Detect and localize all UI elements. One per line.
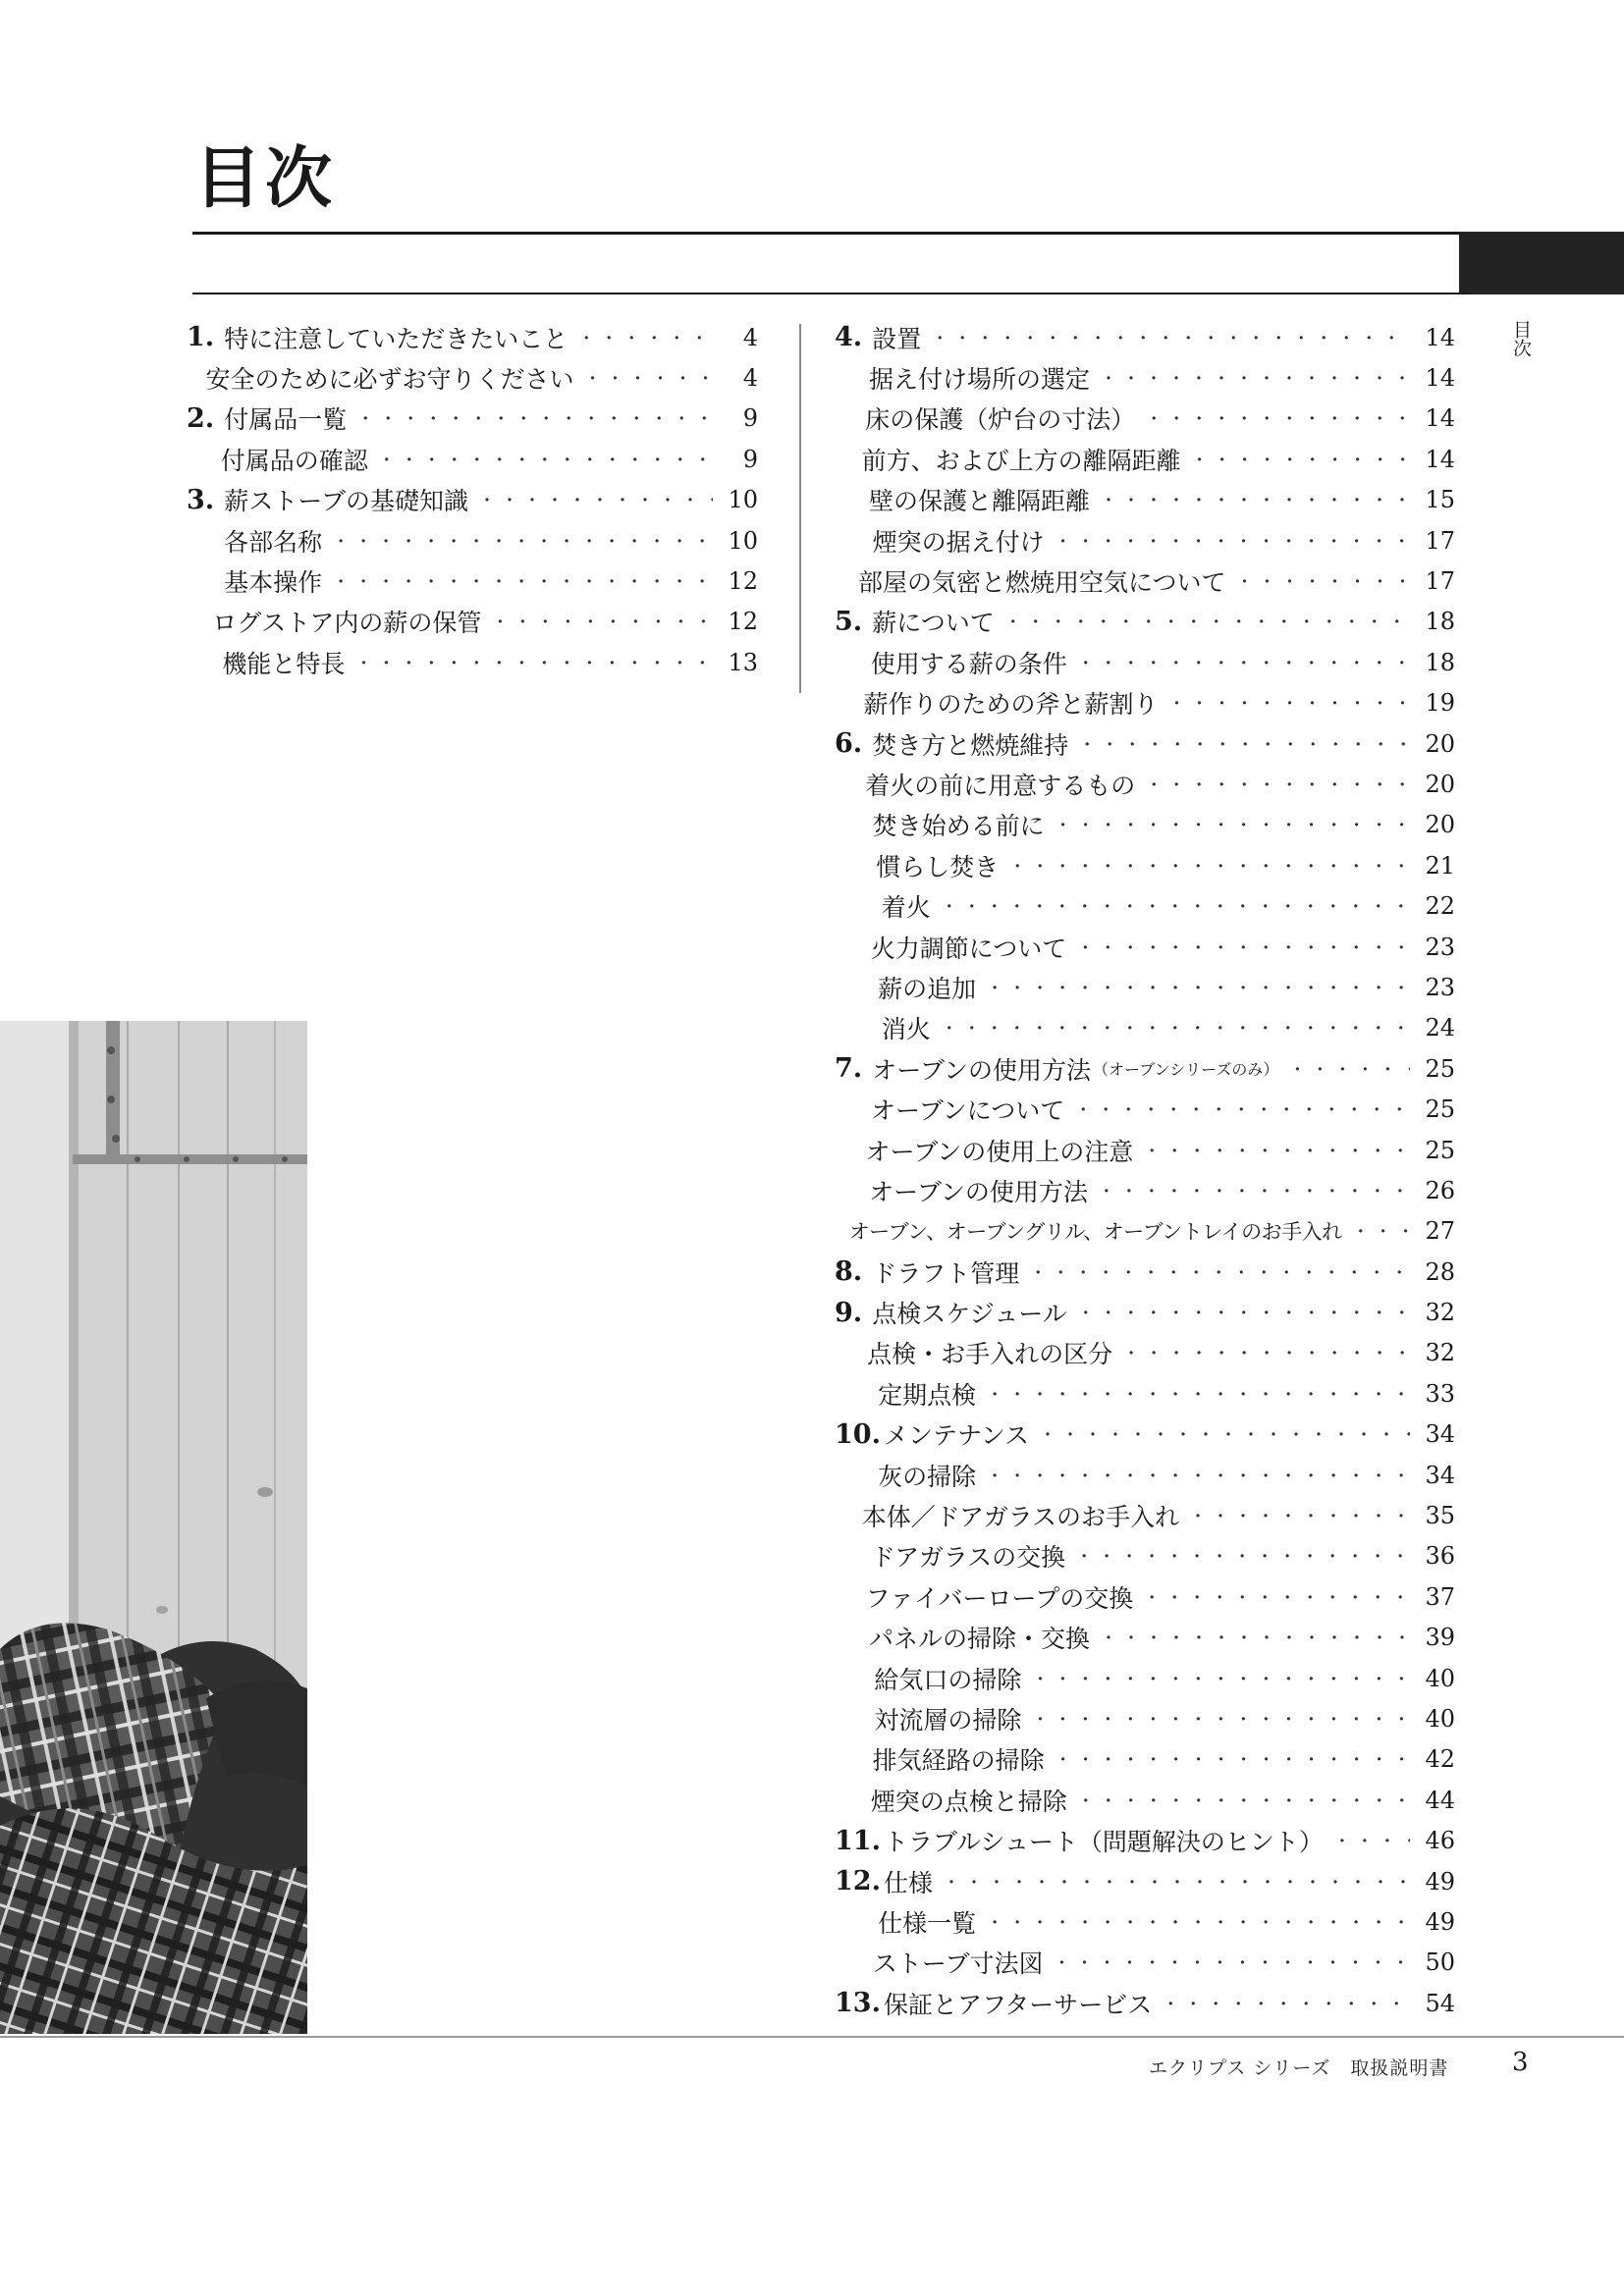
- toc-section-entry[interactable]: [835, 805, 1455, 845]
- toc-section-entry[interactable]: [835, 1333, 1455, 1373]
- footer-manual-title: エクリプス シリーズ 取扱説明書: [1149, 2057, 1449, 2079]
- toc-section-entry[interactable]: [187, 561, 758, 601]
- toc-leader-dots: [584, 365, 713, 391]
- toc-entry-title: 機能と特長: [222, 649, 346, 678]
- toc-entry-title: 薪について: [872, 609, 995, 638]
- toc-page-number: 4: [742, 323, 758, 351]
- toc-section-entry[interactable]: [835, 1089, 1455, 1129]
- toc-section-entry[interactable]: [835, 1536, 1455, 1576]
- toc-entry-number: 1.: [187, 322, 215, 353]
- toc-page-number: 44: [1425, 1786, 1455, 1814]
- side-index-tab[interactable]: 目次: [1510, 320, 1532, 357]
- toc-page-number: 34: [1425, 1461, 1455, 1489]
- toc-leader-dots: [1053, 1949, 1410, 1975]
- toc-leader-dots: [378, 447, 713, 472]
- toc-entry-title: 使用する薪の条件: [870, 649, 1067, 678]
- toc-leader-dots: [1191, 447, 1410, 472]
- toc-entry-title: 給気口の掃除: [874, 1665, 1022, 1694]
- toc-entry-number: 7.: [835, 1053, 863, 1085]
- toc-entry-number: 5.: [835, 606, 863, 637]
- toc-leader-dots: [1143, 1138, 1410, 1163]
- toc-entry-title: オーブン、オーブングリル、オーブントレイのお手入れ: [848, 1220, 1342, 1245]
- toc-chapter-entry[interactable]: [187, 317, 758, 357]
- toc-page-number: 10: [728, 526, 758, 555]
- footer-page-number: 3: [1512, 2048, 1529, 2077]
- toc-chapter-entry[interactable]: [835, 1292, 1455, 1332]
- toc-page-number: 28: [1425, 1257, 1455, 1286]
- toc-page-number: 49: [1425, 1867, 1455, 1896]
- toc-leader-dots: [1077, 1300, 1410, 1325]
- toc-section-entry[interactable]: [835, 1008, 1455, 1048]
- toc-section-entry[interactable]: [835, 1698, 1455, 1738]
- toc-page-number: 17: [1425, 526, 1455, 555]
- toc-page-number: 49: [1425, 1907, 1455, 1936]
- toc-entry-title: 部屋の気密と燃焼用空気について: [858, 568, 1226, 598]
- toc-leader-dots: [1100, 1625, 1410, 1650]
- toc-entry-number: 8.: [835, 1256, 863, 1288]
- toc-leader-dots: [1077, 650, 1410, 675]
- toc-leader-dots: [1055, 1746, 1410, 1772]
- toc-page-number: 40: [1425, 1664, 1455, 1692]
- toc-page-number: 14: [1425, 404, 1455, 433]
- toc-page-number: 42: [1425, 1745, 1455, 1774]
- toc-page-number: 37: [1425, 1582, 1455, 1611]
- toc-entry-title: 焚き始める前に: [872, 812, 1045, 841]
- toc-section-entry[interactable]: [835, 399, 1455, 439]
- toc-page-number: 17: [1425, 567, 1455, 596]
- toc-section-entry[interactable]: [835, 845, 1455, 885]
- toc-section-entry[interactable]: [835, 764, 1455, 804]
- toc-page-number: 14: [1425, 323, 1455, 351]
- header-rule: [192, 232, 1624, 235]
- toc-page-number: 39: [1425, 1624, 1455, 1652]
- toc-section-entry[interactable]: [835, 480, 1455, 520]
- toc-page-number: 10: [728, 486, 758, 514]
- toc-leader-dots: [1075, 1543, 1410, 1569]
- toc-section-entry[interactable]: [835, 561, 1455, 601]
- toc-leader-dots: [1004, 609, 1410, 634]
- toc-entry-title: 点検スケジュール: [872, 1300, 1067, 1329]
- toc-page-number: 18: [1425, 648, 1455, 676]
- toc-leader-dots: [1122, 1340, 1410, 1365]
- toc-section-entry[interactable]: [835, 1455, 1455, 1495]
- toc-entry-title: 特に注意していただきたいこと: [224, 324, 568, 353]
- toc-entry-title: 壁の保護と離隔距離: [868, 487, 1090, 516]
- toc-entry-note: （オーブンシリーズのみ）: [1092, 1060, 1279, 1080]
- toc-leader-dots: [1008, 853, 1410, 879]
- toc-entry-title: 煙突の据え付け: [872, 527, 1045, 557]
- toc-page-number: 54: [1425, 1989, 1455, 2017]
- toc-section-entry[interactable]: [187, 520, 758, 561]
- toc-leader-dots: [1055, 812, 1410, 837]
- toc-section-entry[interactable]: [835, 1576, 1455, 1617]
- toc-entry-title: オーブンの使用方法: [869, 1177, 1088, 1206]
- toc-page-number: 4: [742, 364, 758, 393]
- toc-entry-title: 灰の掃除: [878, 1462, 977, 1491]
- toc-entry-title: 床の保護（炉台の寸法）: [865, 405, 1136, 435]
- toc-leader-dots: [1074, 1096, 1410, 1122]
- toc-page-number: 22: [1425, 892, 1455, 921]
- toc-section-entry[interactable]: [187, 642, 758, 682]
- toc-entry-title: トラブルシュート（問題解決のヒント）: [884, 1828, 1324, 1857]
- toc-entry-title: 煙突の点検と掃除: [870, 1787, 1067, 1816]
- toc-page-number: 13: [728, 648, 758, 676]
- toc-section-entry[interactable]: [187, 439, 758, 479]
- toc-leader-dots: [986, 975, 1410, 1000]
- toc-page-number: 9: [742, 404, 758, 433]
- toc-entry-number: 4.: [835, 322, 863, 353]
- toc-page-number: 20: [1425, 811, 1455, 839]
- toc-entry-title: パネルの掃除・交換: [868, 1625, 1090, 1654]
- toc-entry-title: 焚き方と燃焼維持: [872, 730, 1069, 760]
- toc-chapter-entry[interactable]: [835, 1820, 1455, 1860]
- toc-entry-title: 点検・お手入れの区分: [867, 1340, 1113, 1369]
- toc-entry-title: 慣らし焚き: [876, 852, 1000, 881]
- toc-page-number: 12: [728, 608, 758, 636]
- toc-section-entry[interactable]: [835, 1739, 1455, 1780]
- toc-entry-title: ストーブ寸法図: [872, 1949, 1044, 1979]
- toc-entry-title: オーブンの使用上の注意: [865, 1137, 1134, 1166]
- toc-entry-title: ドアガラスの交換: [870, 1543, 1066, 1573]
- toc-page-number: 9: [742, 445, 758, 473]
- toc-page-number: 21: [1425, 851, 1455, 880]
- toc-entry-title: 定期点検: [878, 1380, 977, 1410]
- toc-page-number: 50: [1425, 1949, 1455, 1977]
- toc-entry-number: 2.: [187, 402, 215, 434]
- toc-entry-title: ドラフト管理: [872, 1258, 1020, 1288]
- toc-page-number: 34: [1425, 1420, 1455, 1449]
- toc-entry-title: 火力調節について: [870, 934, 1067, 963]
- toc-entry-title: 薪の追加: [878, 974, 977, 1003]
- toc-entry-title: 仕様: [884, 1868, 934, 1897]
- toc-leader-dots: [1100, 487, 1410, 512]
- toc-page-number: 36: [1425, 1542, 1455, 1571]
- toc-page-number: 26: [1425, 1176, 1455, 1204]
- toc-leader-dots: [1100, 365, 1410, 391]
- toc-entry-number: 6.: [835, 728, 863, 760]
- toc-chapter-entry[interactable]: [835, 1252, 1455, 1292]
- toc-section-entry[interactable]: [187, 357, 758, 398]
- toc-leader-dots: [1162, 1991, 1410, 2016]
- toc-page-number: 23: [1425, 933, 1455, 961]
- page-title: 目次: [194, 139, 337, 218]
- toc-leader-dots: [478, 487, 713, 512]
- toc-chapter-entry[interactable]: [187, 480, 758, 520]
- toc-section-entry[interactable]: [187, 602, 758, 642]
- toc-page-number: 20: [1425, 729, 1455, 758]
- toc-chapter-entry[interactable]: [835, 1415, 1455, 1455]
- toc-section-entry[interactable]: [835, 1658, 1455, 1698]
- toc-entry-title: 前方、および上方の離隔距離: [861, 446, 1181, 475]
- header-tab-block: [1459, 232, 1624, 294]
- toc-entry-title: 保証とアフターサービス: [884, 1990, 1153, 2019]
- toc-right-column: [835, 317, 1455, 2023]
- toc-section-entry[interactable]: [835, 1373, 1455, 1414]
- toc-page-number: 40: [1425, 1704, 1455, 1733]
- toc-leader-dots: [1076, 934, 1410, 960]
- toc-leader-dots: [1145, 772, 1410, 797]
- toc-section-entry[interactable]: [835, 1170, 1455, 1210]
- toc-entry-number: 9.: [835, 1297, 863, 1328]
- toc-leader-dots: [1288, 1056, 1410, 1082]
- toc-entry-title: ファイバーロープの交換: [865, 1583, 1134, 1613]
- toc-page-number: 20: [1425, 770, 1455, 798]
- toc-section-entry[interactable]: [835, 967, 1455, 1007]
- toc-leader-dots: [1078, 731, 1410, 757]
- toc-section-entry[interactable]: [835, 1211, 1455, 1252]
- toc-leader-dots: [986, 1909, 1410, 1935]
- toc-leader-dots: [986, 1463, 1410, 1488]
- toc-section-entry[interactable]: [835, 1943, 1455, 1983]
- toc-entry-title: 着火: [881, 893, 931, 923]
- toc-entry-title: ログストア内の薪の保管: [212, 609, 482, 638]
- toc-entry-title: 据え付け場所の選定: [868, 365, 1090, 395]
- toc-entry-title: 付属品の確認: [220, 446, 368, 475]
- toc-section-entry[interactable]: [835, 1780, 1455, 1820]
- header-underline: [192, 293, 1469, 294]
- toc-leader-dots: [1055, 528, 1410, 554]
- toc-leader-dots: [1167, 690, 1410, 716]
- toc-page-number: 32: [1425, 1299, 1455, 1327]
- toc-section-entry[interactable]: [835, 1130, 1455, 1170]
- toc-page-number: 14: [1425, 445, 1455, 473]
- toc-entry-title: オーブンの使用方法: [872, 1055, 1091, 1085]
- column-divider: [799, 324, 801, 693]
- toc-leader-dots: [1031, 1666, 1410, 1691]
- toc-leader-dots: [943, 1869, 1410, 1895]
- toc-entry-title: メンテナンス: [884, 1421, 1030, 1451]
- toc-page-number: 46: [1425, 1827, 1455, 1855]
- toc-chapter-entry[interactable]: [835, 1048, 1455, 1089]
- toc-entry-title: 薪ストーブの基礎知識: [224, 487, 468, 516]
- toc-leader-dots: [1189, 1503, 1410, 1528]
- toc-leader-dots: [332, 568, 713, 594]
- toc-entry-number: 12.: [835, 1866, 881, 1897]
- toc-entry-title: 排気経路の掃除: [872, 1746, 1045, 1776]
- toc-page-number: 24: [1425, 1014, 1455, 1042]
- toc-entry-number: 3.: [187, 484, 215, 515]
- toc-leader-dots: [1029, 1259, 1410, 1285]
- toc-entry-title: 各部名称: [224, 527, 323, 557]
- toc-leader-dots: [931, 325, 1410, 350]
- toc-leader-dots: [986, 1381, 1410, 1407]
- toc-chapter-entry[interactable]: [835, 602, 1455, 642]
- footer-rule: [0, 2036, 1624, 2038]
- toc-page-number: 19: [1425, 689, 1455, 718]
- toc-leader-dots: [1236, 568, 1410, 594]
- toc-chapter-entry[interactable]: [835, 317, 1455, 357]
- toc-entry-title: 対流層の掃除: [874, 1705, 1022, 1735]
- toc-section-entry[interactable]: [835, 927, 1455, 967]
- toc-entry-title: 薪作りのための斧と薪割り: [863, 690, 1159, 720]
- toc-entry-title: 本体／ドアガラスのお手入れ: [861, 1503, 1180, 1532]
- toc-leader-dots: [1333, 1828, 1410, 1853]
- toc-entry-title: 仕様一覧: [878, 1908, 977, 1938]
- toc-section-entry[interactable]: [835, 683, 1455, 723]
- toc-page-number: 25: [1425, 1054, 1455, 1083]
- toc-leader-dots: [941, 893, 1410, 919]
- toc-entry-title: 消火: [881, 1015, 931, 1044]
- toc-leader-dots: [1143, 1584, 1410, 1610]
- toc-page-number: 32: [1425, 1339, 1455, 1367]
- toc-entry-number: 11.: [835, 1825, 881, 1856]
- toc-entry-title: 着火の前に用意するもの: [865, 771, 1136, 800]
- toc-leader-dots: [1098, 1178, 1410, 1203]
- toc-section-entry[interactable]: [835, 885, 1455, 926]
- wood-wall-and-sofa-illustration: [0, 1021, 307, 2034]
- toc-left-column: [187, 317, 758, 683]
- toc-leader-dots: [491, 609, 713, 634]
- toc-section-entry[interactable]: [835, 1901, 1455, 1942]
- toc-page-number: 18: [1425, 608, 1455, 636]
- toc-page-number: 25: [1425, 1095, 1455, 1124]
- toc-chapter-entry[interactable]: [835, 1861, 1455, 1901]
- toc-section-entry[interactable]: [835, 1618, 1455, 1658]
- decorative-photo: [0, 1021, 307, 2034]
- toc-entry-title: 付属品一覧: [224, 405, 348, 435]
- toc-leader-dots: [1145, 405, 1410, 431]
- toc-page-number: 33: [1425, 1379, 1455, 1408]
- toc-leader-dots: [332, 528, 713, 554]
- toc-leader-dots: [1352, 1218, 1410, 1244]
- toc-page-number: 15: [1425, 486, 1455, 514]
- toc-leader-dots: [1039, 1421, 1410, 1447]
- toc-page-number: 12: [728, 567, 758, 596]
- toc-leader-dots: [577, 325, 713, 350]
- toc-page-number: 27: [1425, 1217, 1455, 1246]
- toc-section-entry[interactable]: [835, 520, 1455, 561]
- toc-entry-number: 13.: [835, 1988, 881, 2019]
- toc-entry-title: 安全のために必ずお守りください: [205, 365, 574, 395]
- toc-section-entry[interactable]: [835, 439, 1455, 479]
- toc-leader-dots: [1031, 1706, 1410, 1732]
- toc-leader-dots: [1077, 1788, 1410, 1813]
- toc-page-number: 35: [1425, 1502, 1455, 1530]
- toc-entry-number: 10.: [835, 1418, 881, 1450]
- toc-page-number: 25: [1425, 1136, 1455, 1164]
- toc-page-number: 23: [1425, 973, 1455, 1001]
- toc-entry-title: 設置: [872, 324, 922, 353]
- toc-leader-dots: [941, 1015, 1410, 1041]
- toc-chapter-entry[interactable]: [835, 723, 1455, 764]
- toc-leader-dots: [356, 405, 713, 431]
- toc-leader-dots: [354, 650, 713, 675]
- toc-chapter-entry[interactable]: [835, 1983, 1455, 2023]
- toc-section-entry[interactable]: [835, 357, 1455, 398]
- toc-entry-title: 基本操作: [224, 568, 323, 598]
- toc-chapter-entry[interactable]: [187, 399, 758, 439]
- toc-page-number: 14: [1425, 364, 1455, 393]
- toc-section-entry[interactable]: [835, 642, 1455, 682]
- toc-section-entry[interactable]: [835, 1495, 1455, 1535]
- toc-entry-title: オーブンについて: [870, 1096, 1065, 1126]
